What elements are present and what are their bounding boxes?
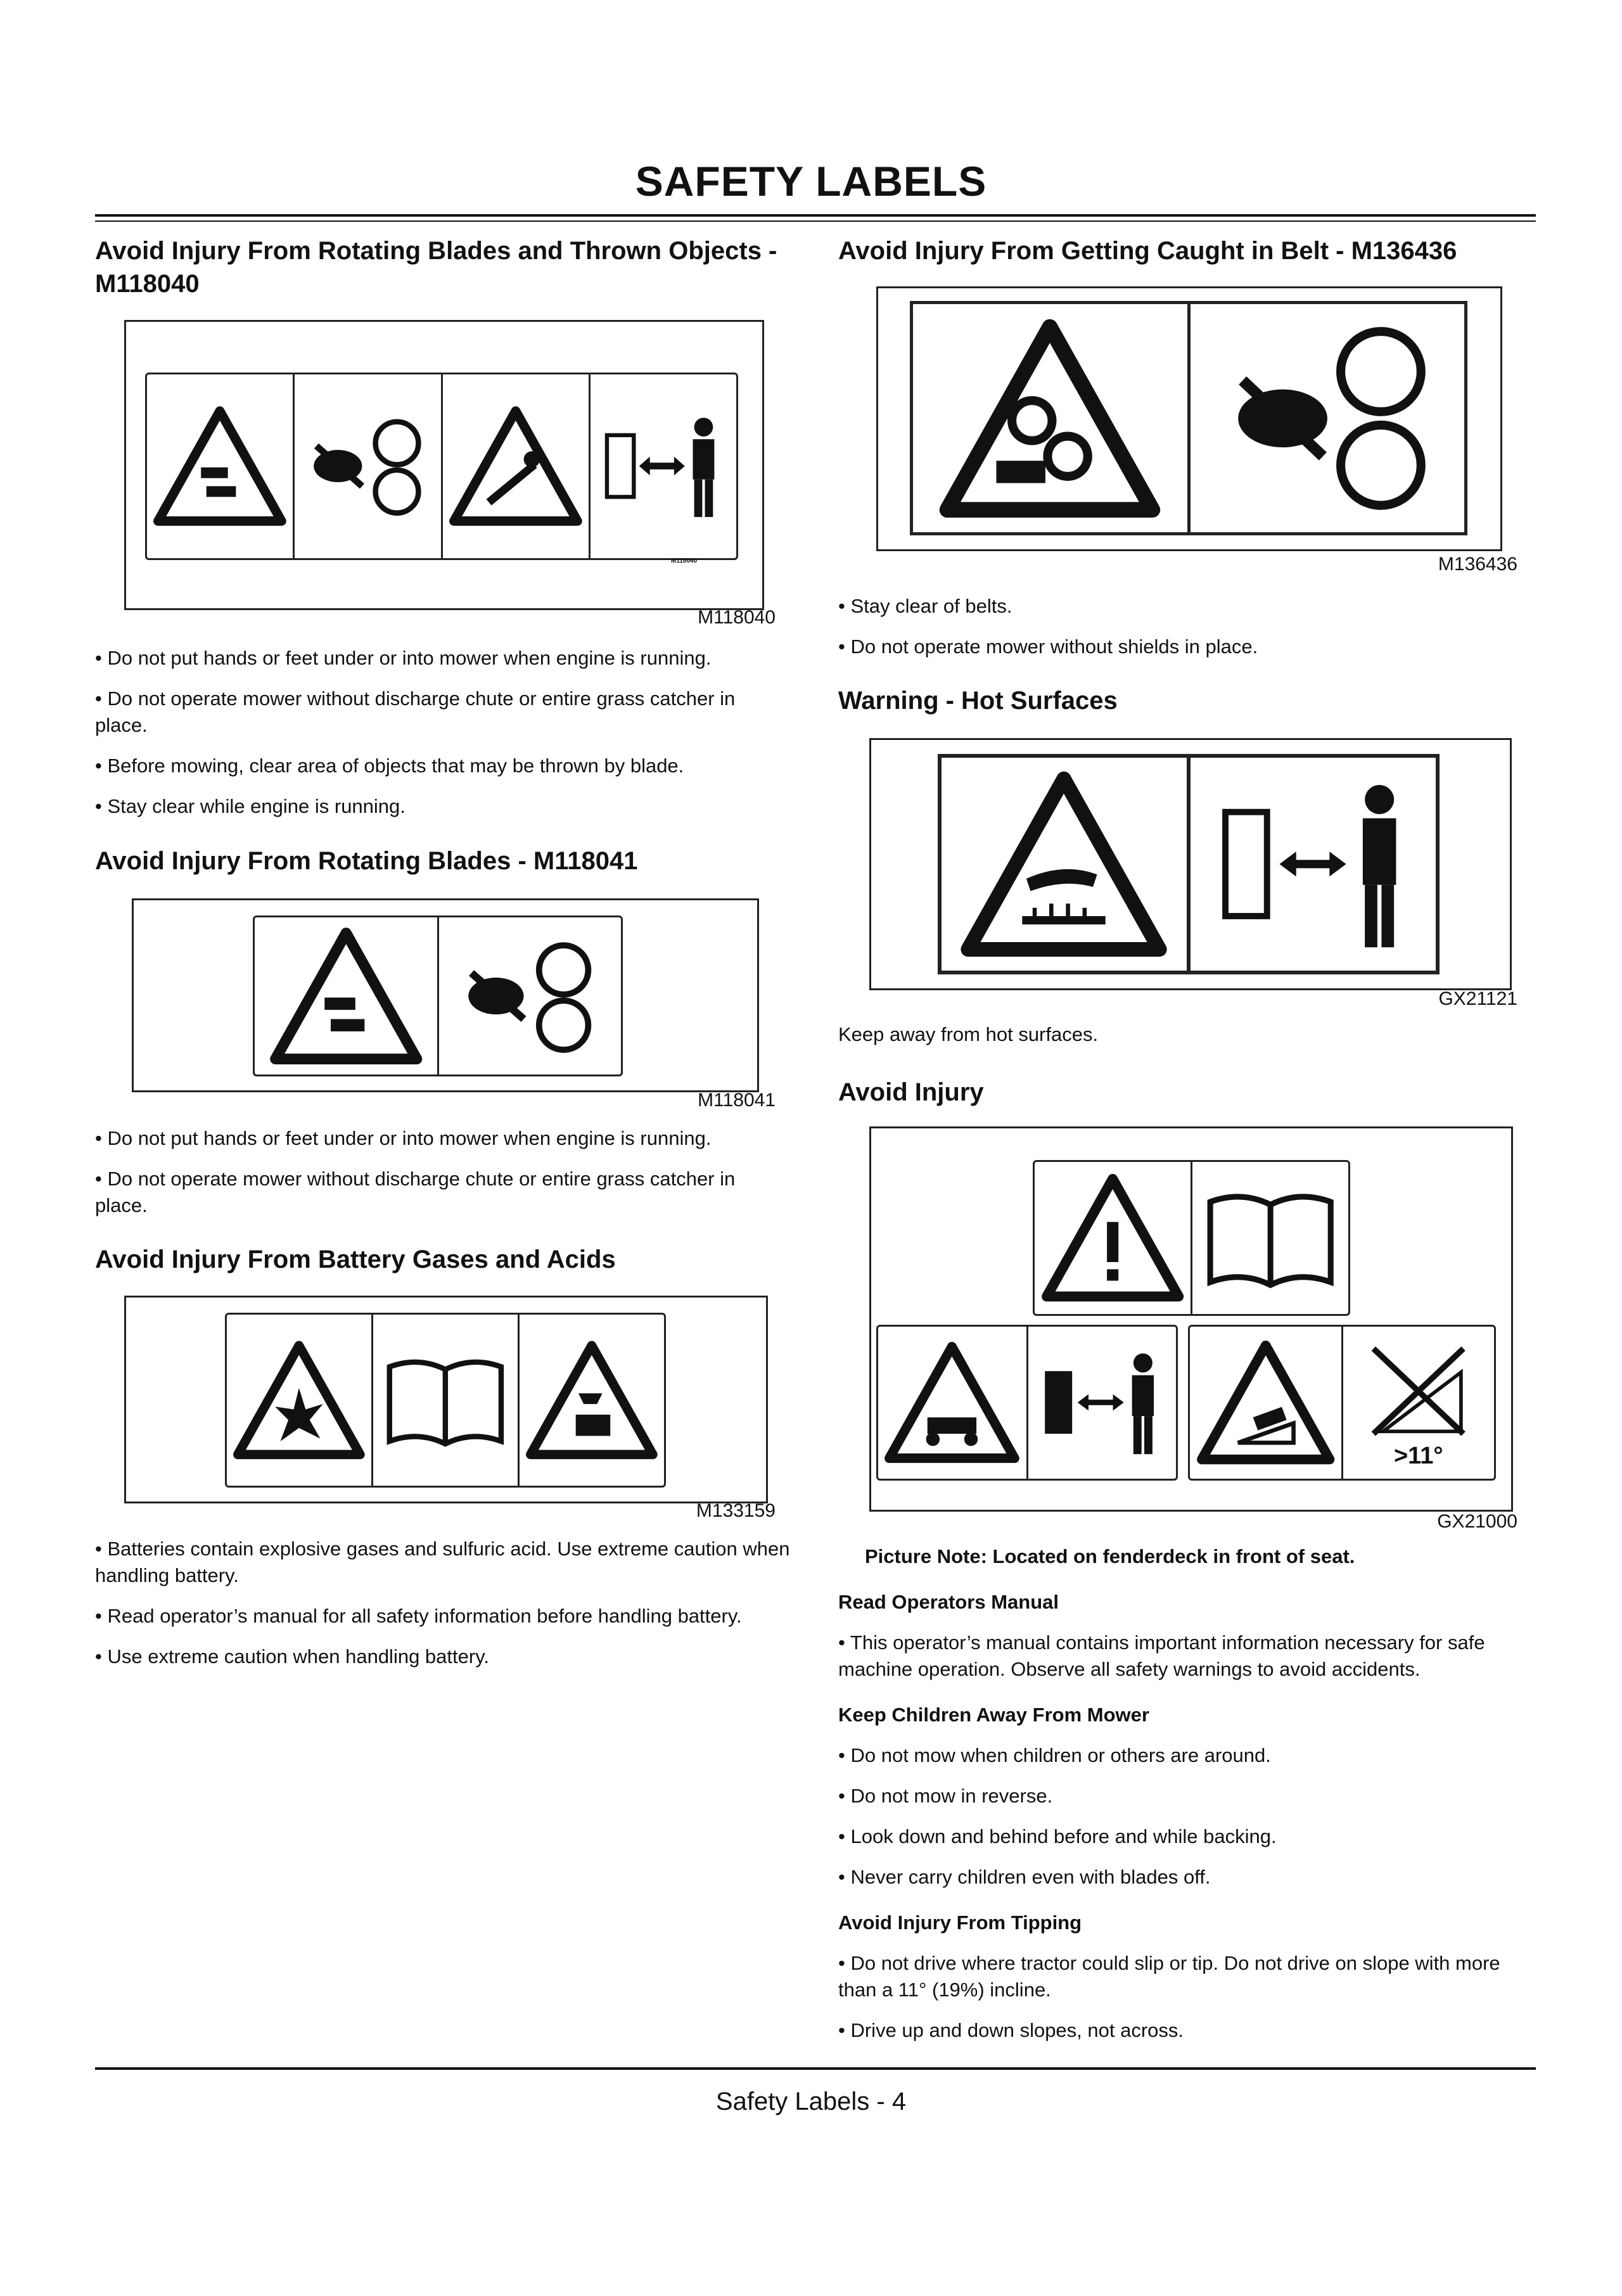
section-rotating-blades bbox=[95, 845, 792, 877]
label-sticker bbox=[910, 301, 1467, 535]
list-item: • Stay clear while engine is running. bbox=[95, 795, 406, 817]
section-battery bbox=[95, 1243, 792, 1276]
list-item: • This operator’s manual contains important information necessary for safe machine operation. Observe all safety warnings to avoid accidents. bbox=[838, 1631, 1485, 1680]
book-icon bbox=[1192, 1162, 1348, 1314]
label-image-m136436 bbox=[876, 286, 1502, 551]
hand-hazard-triangle-icon bbox=[255, 917, 439, 1075]
page-footer: Safety Labels - 4 bbox=[715, 2088, 907, 2115]
keep-distance-person-icon bbox=[1191, 758, 1436, 971]
picture-note: Picture Note: Located on fenderdeck in front of seat. bbox=[865, 1545, 1355, 1567]
label-sticker bbox=[938, 754, 1440, 974]
figure-caption: M118041 bbox=[698, 1090, 776, 1111]
section-heading: Warning - Hot Surfaces bbox=[838, 687, 1118, 715]
label-image-gx21121 bbox=[869, 738, 1512, 990]
hand-hazard-triangle-icon bbox=[147, 374, 295, 558]
hot-surface-triangle-icon bbox=[942, 758, 1191, 971]
label-sticker-bottom-right bbox=[1188, 1325, 1496, 1481]
section-heading: Avoid Injury From Rotating Blades - M118041 bbox=[95, 847, 638, 875]
list-item: • Before mowing, clear area of objects that may be thrown by blade. bbox=[95, 755, 684, 777]
label-image-m118040 bbox=[124, 320, 764, 610]
figure-caption: M133159 bbox=[696, 1500, 776, 1521]
book-icon bbox=[373, 1315, 520, 1486]
keep-distance-person-icon bbox=[1028, 1327, 1177, 1479]
tip-over-triangle-icon bbox=[1190, 1327, 1343, 1479]
paragraph: Keep away from hot surfaces. bbox=[838, 1023, 1099, 1045]
footer-rule bbox=[95, 2067, 1536, 2070]
run-over-triangle-icon bbox=[878, 1327, 1028, 1479]
subheading: Keep Children Away From Mower bbox=[838, 1704, 1149, 1726]
blade-hand-prohibited-icon bbox=[439, 917, 622, 1075]
body-text bbox=[838, 1021, 1535, 1048]
label-sticker bbox=[225, 1313, 666, 1488]
label-image-m133159 bbox=[124, 1296, 768, 1503]
blade-hand-prohibited-icon bbox=[295, 374, 442, 558]
label-sticker bbox=[253, 915, 623, 1076]
list-item: • Do not drive where tractor could slip or tip. Do not drive on slope with more than a 11° (19%) incline. bbox=[838, 1952, 1500, 2001]
list-item: • Stay clear of belts. bbox=[838, 595, 1012, 617]
explosion-triangle-icon bbox=[227, 1315, 373, 1486]
section-avoid-injury-text bbox=[838, 1543, 1535, 2044]
section-hot-surfaces bbox=[838, 684, 1535, 717]
list-item: • Use extreme caution when handling battery. bbox=[95, 1645, 490, 1668]
list-item: • Do not put hands or feet under or into mower when engine is running. bbox=[95, 647, 712, 669]
section-heading: Avoid Injury bbox=[838, 1078, 984, 1106]
slope-limit-text: >11° bbox=[1393, 1443, 1443, 1469]
list-item: • Do not mow when children or others are around. bbox=[838, 1744, 1271, 1766]
subheading: Read Operators Manual bbox=[838, 1591, 1059, 1613]
bullet-list bbox=[838, 593, 1535, 660]
belt-entanglement-triangle-icon bbox=[913, 304, 1191, 532]
blade-hand-prohibited-icon bbox=[1191, 304, 1465, 532]
label-image-m118041 bbox=[132, 898, 759, 1092]
bullet-list bbox=[95, 645, 792, 820]
section-heading: Avoid Injury From Battery Gases and Acids bbox=[95, 1246, 616, 1273]
section-heading: Avoid Injury From Getting Caught in Belt - M136436 bbox=[838, 237, 1457, 265]
list-item: • Do not operate mower without discharge chute or entire grass catcher in place. bbox=[95, 1168, 736, 1216]
section-avoid-injury bbox=[838, 1076, 1535, 1109]
no-steep-slope-icon bbox=[1343, 1327, 1495, 1479]
header-rule bbox=[95, 214, 1536, 217]
header-rule-thin bbox=[95, 220, 1536, 222]
label-sticker-top bbox=[1033, 1160, 1350, 1316]
acid-triangle-icon bbox=[520, 1315, 664, 1486]
list-item: • Read operator’s manual for all safety information before handling battery. bbox=[95, 1605, 742, 1627]
page-title: SAFETY LABELS bbox=[635, 158, 987, 205]
sticker-code: M118040 bbox=[671, 558, 698, 564]
figure-caption: M118040 bbox=[698, 607, 776, 628]
bullet-list bbox=[95, 1125, 792, 1219]
list-item: • Never carry children even with blades off. bbox=[838, 1866, 1211, 1888]
label-image-gx21000 bbox=[869, 1126, 1513, 1512]
list-item: • Drive up and down slopes, not across. bbox=[838, 2019, 1184, 2041]
section-belt bbox=[838, 234, 1535, 267]
figure-caption: GX21000 bbox=[1437, 1511, 1517, 1532]
section-heading: Avoid Injury From Rotating Blades and Thrown Objects - M118040 bbox=[95, 237, 777, 298]
label-sticker-bottom-left bbox=[876, 1325, 1178, 1481]
keep-distance-person-icon bbox=[591, 374, 736, 558]
figure-caption: GX21121 bbox=[1438, 988, 1517, 1009]
list-item: • Do not operate mower without shields in place. bbox=[838, 635, 1258, 658]
subheading: Avoid Injury From Tipping bbox=[838, 1911, 1082, 1934]
list-item: • Do not put hands or feet under or into mower when engine is running. bbox=[95, 1127, 712, 1149]
list-item: • Batteries contain explosive gases and sulfuric acid. Use extreme caution when handling battery. bbox=[95, 1538, 790, 1586]
warning-exclamation-triangle-icon bbox=[1035, 1162, 1192, 1314]
thrown-objects-triangle-icon bbox=[443, 374, 591, 558]
label-sticker bbox=[145, 373, 738, 560]
list-item: • Do not mow in reverse. bbox=[838, 1785, 1053, 1807]
bullet-list bbox=[95, 1536, 792, 1670]
section-rotating-blades-thrown-objects bbox=[95, 234, 792, 300]
figure-caption: M136436 bbox=[1438, 554, 1517, 575]
list-item: • Look down and behind before and while backing. bbox=[838, 1825, 1277, 1847]
list-item: • Do not operate mower without discharge chute or entire grass catcher in place. bbox=[95, 687, 736, 736]
